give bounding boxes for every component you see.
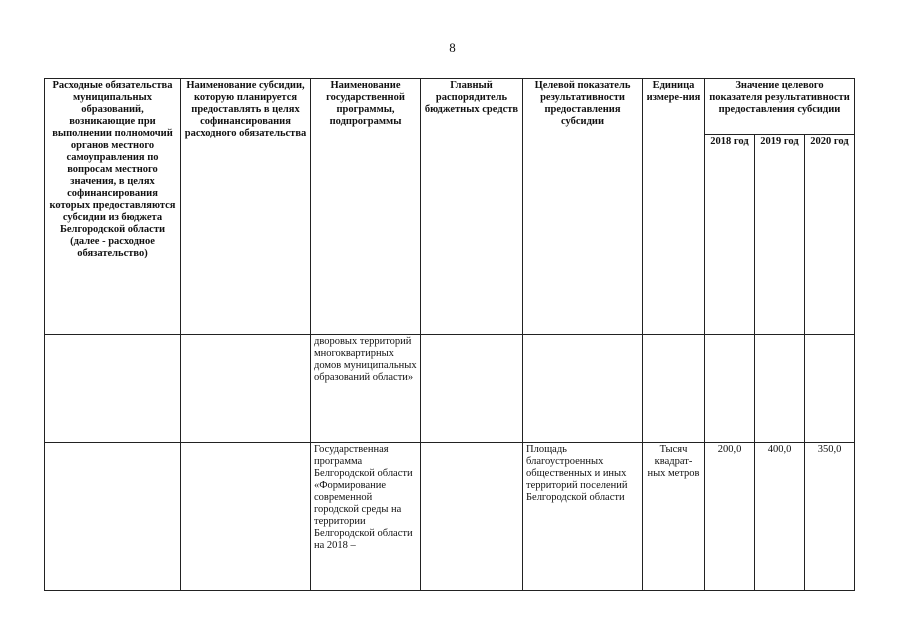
cell-unit: Тысяч квадрат-ных метров bbox=[643, 443, 705, 591]
header-target-value: Значение целевого показателя результативности предоставления субсидии bbox=[705, 79, 855, 135]
table-row bbox=[45, 443, 855, 591]
header-year-2020: 2020 год bbox=[805, 135, 855, 335]
cell-budget-manager bbox=[421, 335, 523, 443]
cell-budget-manager bbox=[421, 443, 523, 591]
cell-expense-obligation bbox=[45, 335, 181, 443]
header-unit: Единица измере-ния bbox=[643, 79, 705, 335]
cell-subsidy-name bbox=[181, 443, 311, 591]
cell-value-2020: 350,0 bbox=[805, 443, 855, 591]
header-program-name: Наименование государственной программы, подпрограммы bbox=[311, 79, 421, 335]
header-budget-manager: Главный распорядитель бюджетных средств bbox=[421, 79, 523, 335]
cell-subsidy-name bbox=[181, 335, 311, 443]
cell-target-indicator: Площадь благоустроенных общественных и иных территорий поселений Белгородской области bbox=[523, 443, 643, 591]
cell-target-indicator bbox=[523, 335, 643, 443]
header-expense-obligations: Расходные обязательства муниципальных образований, возникающие при выполнении полномочий органов местного самоуправления по вопросам местного значения, в целях софинансирования которых предоставляются субсидии из бюджета Белгородской области (далее - расходное обязательство) bbox=[45, 79, 181, 335]
page-number: 8 bbox=[449, 40, 456, 55]
cell-expense-obligation bbox=[45, 443, 181, 591]
header-year-2019: 2019 год bbox=[755, 135, 805, 335]
cell-value-2019: 400,0 bbox=[755, 443, 805, 591]
cell-unit bbox=[643, 335, 705, 443]
header-year-2018: 2018 год bbox=[705, 135, 755, 335]
cell-program-name: дворовых территорий многоквартирных домов муниципальных образований области» bbox=[311, 335, 421, 443]
table-row bbox=[45, 335, 855, 443]
cell-value-2018: 200,0 bbox=[705, 443, 755, 591]
subsidy-table bbox=[44, 78, 855, 591]
header-subsidy-name: Наименование субсидии, которую планируется предоставлять в целях софинансирования расходного обязательства bbox=[181, 79, 311, 335]
cell-value-2018 bbox=[705, 335, 755, 443]
header-target-indicator: Целевой показатель результативности предоставления субсидии bbox=[523, 79, 643, 335]
cell-value-2019 bbox=[755, 335, 805, 443]
cell-value-2020 bbox=[805, 335, 855, 443]
table-header-row bbox=[45, 79, 855, 135]
cell-program-name: Государственная программа Белгородской области «Формирование современной городской среды на территории Белгородской области на 2018 – bbox=[311, 443, 421, 591]
